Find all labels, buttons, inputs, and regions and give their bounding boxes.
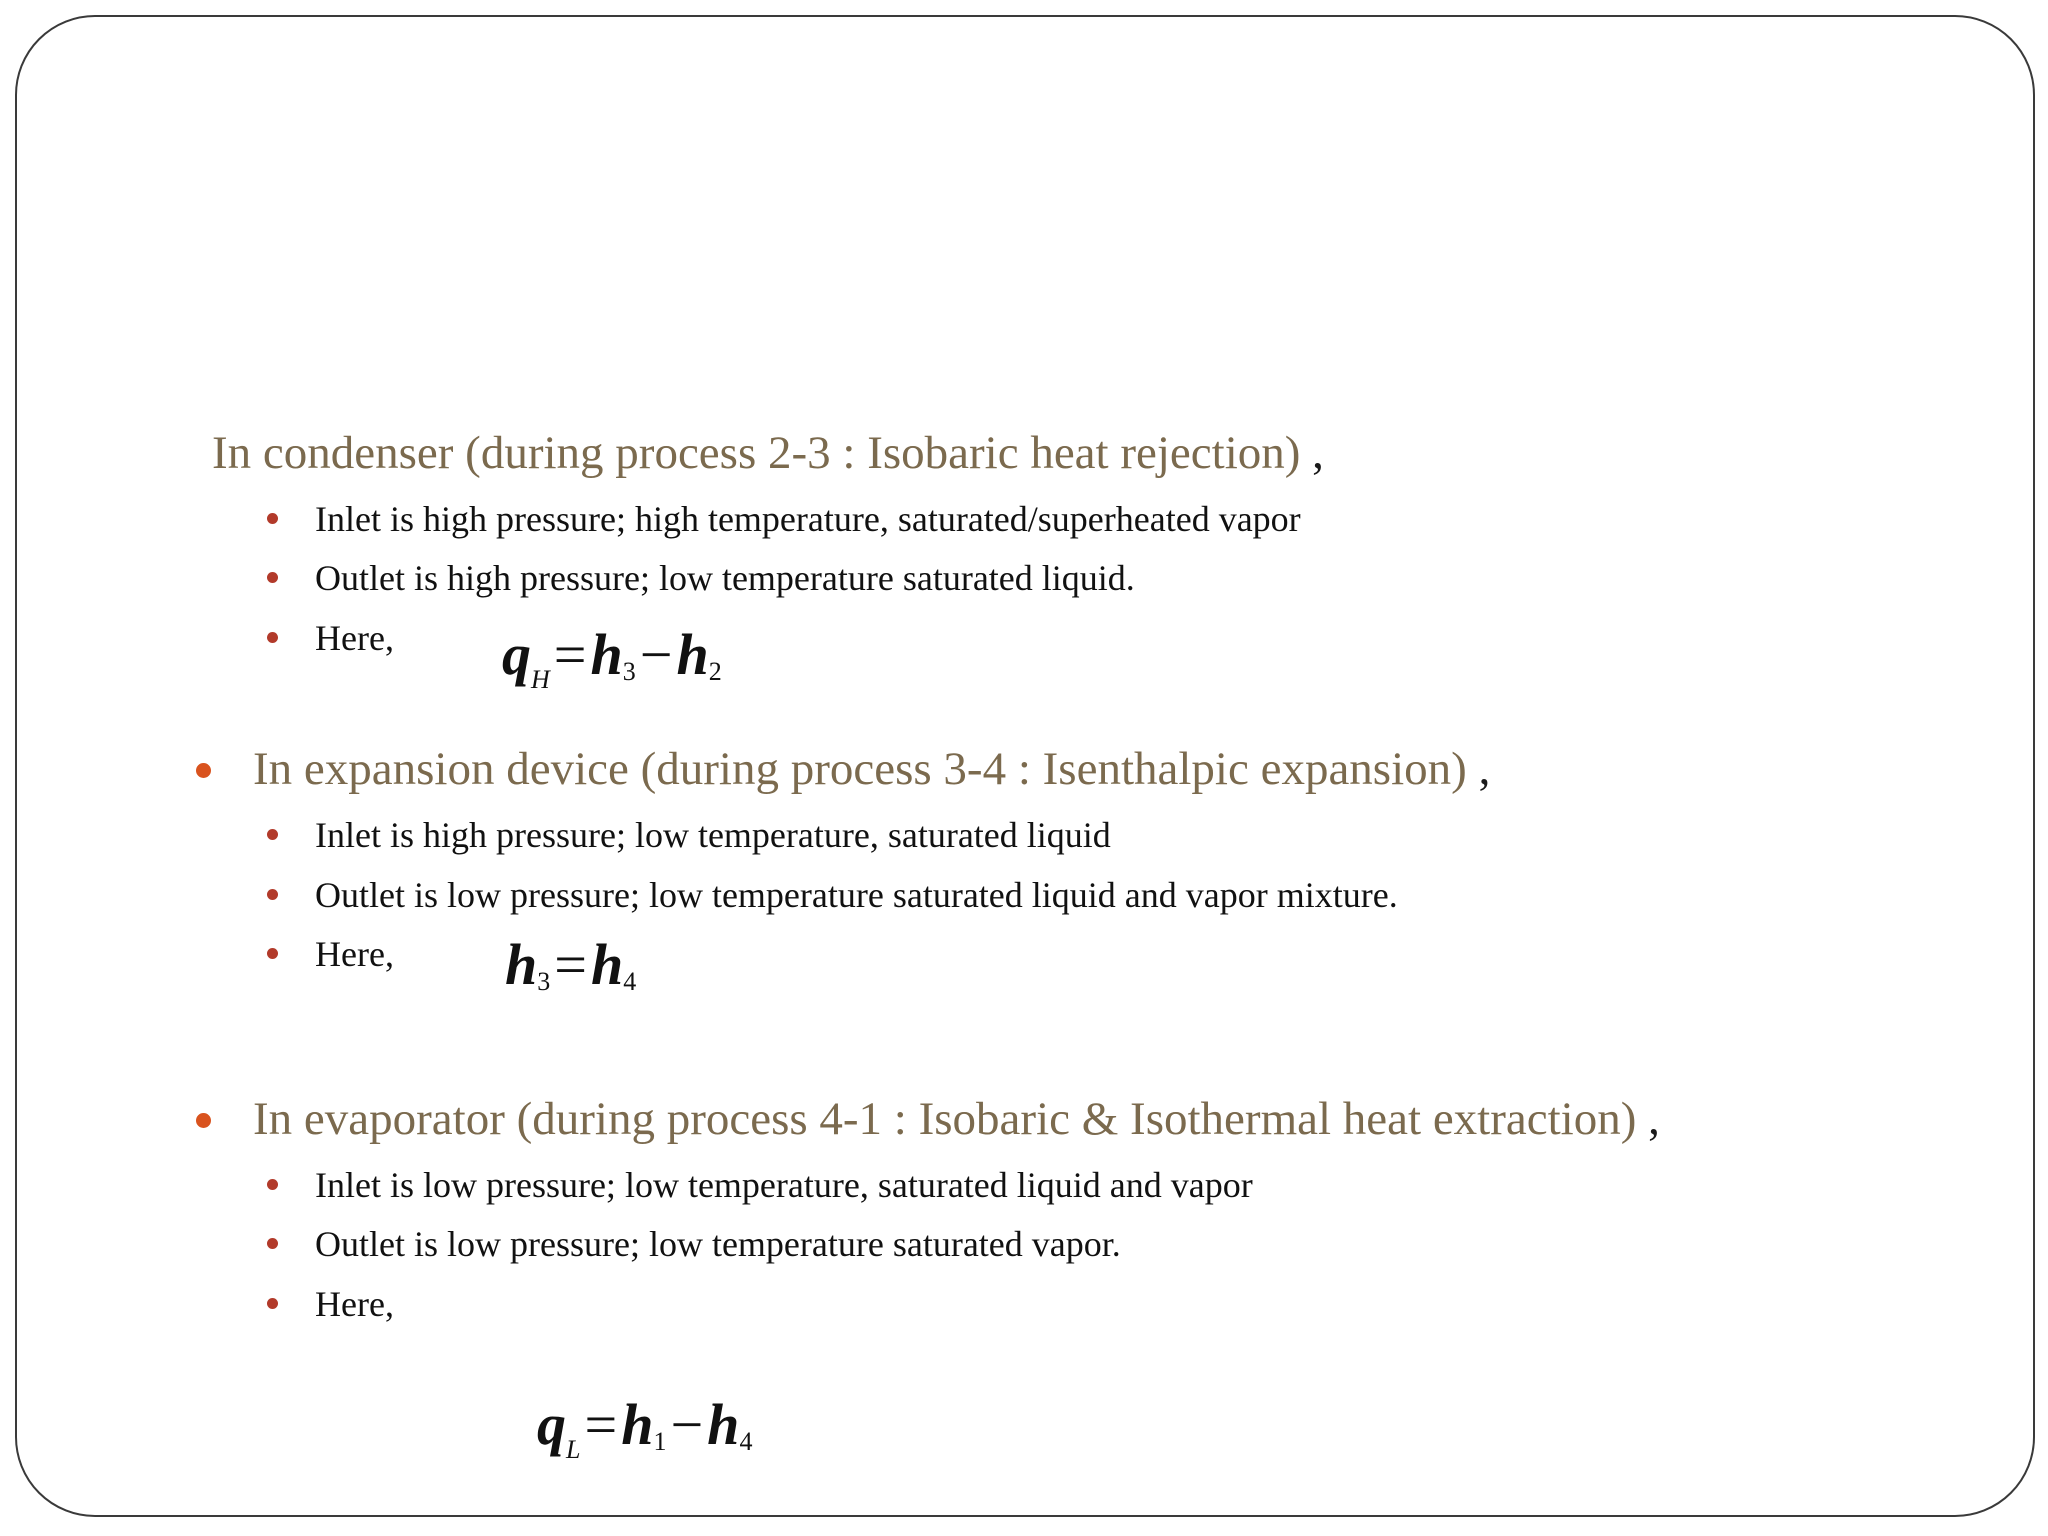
bullet-text: Inlet is high pressure; high temperature, saturated/superheated vapor — [315, 499, 1301, 539]
heading-text: In expansion device (during process 3-4 : Isenthalpic expansion) — [253, 743, 1467, 795]
section-heading-expansion — [253, 741, 1490, 797]
eq-subscript: H — [531, 665, 550, 694]
equation-evaporator — [537, 1390, 752, 1485]
eq-var: h — [590, 932, 624, 997]
eq-subscript: 1 — [653, 1427, 667, 1456]
heading-text: In condenser (during process 2-3 : Isobaric heat rejection) — [212, 427, 1301, 479]
eq-var: q — [502, 622, 531, 687]
eq-operator: = — [554, 932, 587, 997]
bullet-text: Inlet is low pressure; low temperature, saturated liquid and vapor — [315, 1165, 1253, 1205]
heading-bullet-dot — [196, 763, 211, 778]
eq-subscript: 3 — [622, 657, 636, 686]
heading-text: In evaporator (during process 4-1 : Isobaric & Isothermal heat extraction) — [253, 1093, 1637, 1145]
bullet-dot — [267, 1238, 278, 1249]
eq-var: h — [590, 622, 623, 687]
bullet-text: Outlet is high pressure; low temperature saturated liquid. — [315, 558, 1135, 598]
eq-subscript: 2 — [708, 657, 722, 686]
bullet-dot — [267, 948, 278, 959]
eq-var: h — [707, 1392, 740, 1457]
bullet-text: Here, — [315, 934, 394, 974]
bullet-text: Here, — [315, 618, 394, 658]
eq-subscript: 3 — [537, 967, 551, 996]
heading-comma: , — [1636, 1093, 1660, 1145]
bullet-dot — [267, 572, 278, 583]
bullet-dot — [267, 1298, 278, 1309]
eq-operator: − — [670, 1392, 704, 1457]
bullet-text: Outlet is low pressure; low temperature saturated vapor. — [315, 1224, 1121, 1264]
heading-bullet-dot — [196, 1113, 211, 1128]
bullet-text: Inlet is high pressure; low temperature, saturated liquid — [315, 815, 1111, 855]
eq-subscript: L — [566, 1435, 581, 1464]
heading-comma: , — [1300, 427, 1324, 479]
eq-subscript: 4 — [739, 1427, 753, 1456]
eq-subscript: 4 — [623, 967, 637, 996]
eq-var: q — [537, 1392, 566, 1457]
bullet-dot — [267, 829, 278, 840]
section-heading-evaporator — [253, 1091, 1660, 1147]
section-heading-condenser — [212, 425, 1324, 481]
bullet-text: Outlet is low pressure; low temperature saturated liquid and vapor mixture. — [315, 875, 1398, 915]
bullet-text: Here, — [315, 1284, 394, 1324]
eq-var: h — [621, 1392, 654, 1457]
eq-operator: = — [584, 1392, 618, 1457]
equation-condenser — [502, 620, 722, 715]
bullet-dot — [267, 632, 278, 643]
eq-var: h — [676, 622, 709, 687]
eq-var: h — [505, 932, 538, 997]
bullet-dot — [267, 513, 278, 524]
bullet-dot — [267, 889, 278, 900]
equation-expansion — [505, 930, 636, 1017]
eq-operator: − — [639, 622, 673, 687]
bullet-dot — [267, 1179, 278, 1190]
heading-comma: , — [1466, 743, 1491, 795]
eq-operator: = — [553, 622, 587, 687]
